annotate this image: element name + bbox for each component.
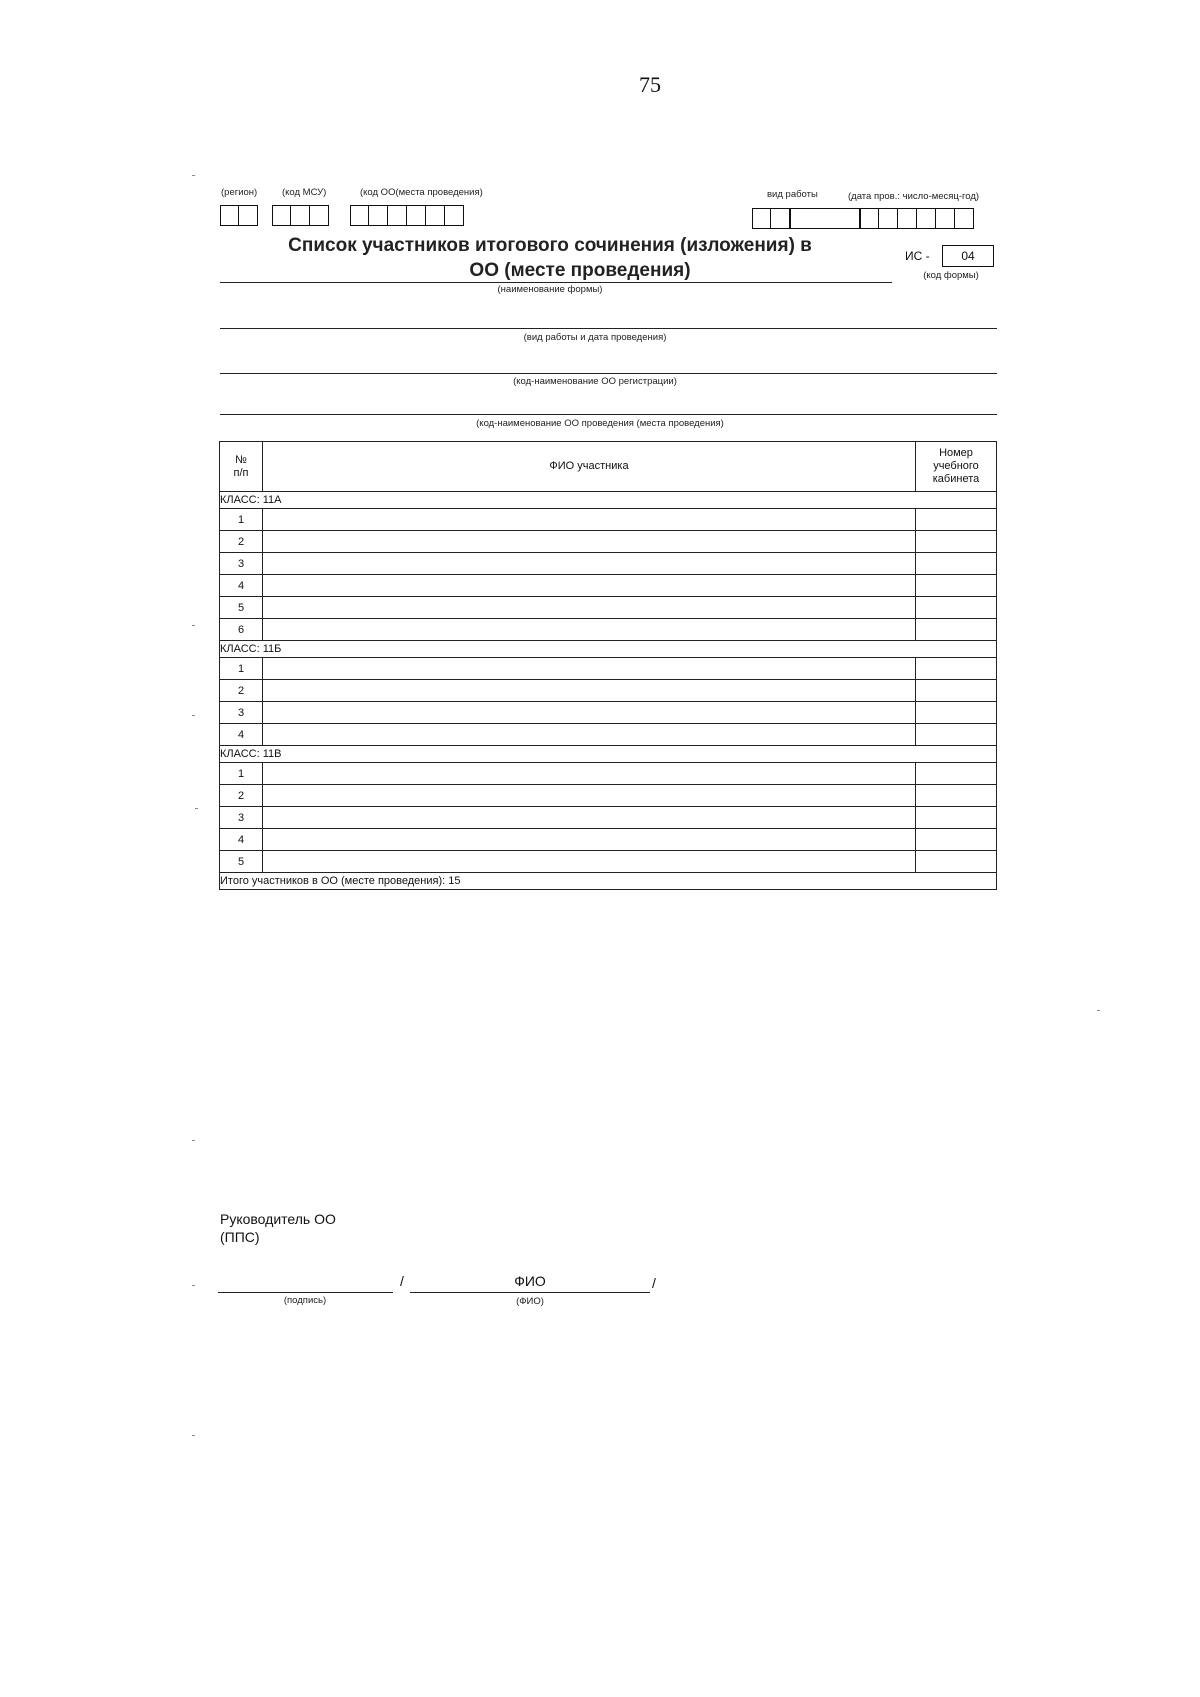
row-number: 3 <box>220 702 263 724</box>
room-number-cell[interactable] <box>916 658 997 680</box>
row-number: 2 <box>220 785 263 807</box>
room-number-cell[interactable] <box>916 851 997 873</box>
signer-role <box>220 1210 336 1246</box>
code-box[interactable] <box>860 208 879 229</box>
class-group-label: КЛАСС: 11В <box>220 746 997 763</box>
fio-caption: (ФИО) <box>516 1296 544 1307</box>
room-number-cell[interactable] <box>916 575 997 597</box>
row-number: 5 <box>220 851 263 873</box>
code-box[interactable] <box>879 208 898 229</box>
signer-role-line1: Руководитель ОО <box>220 1211 336 1227</box>
room-number-cell[interactable] <box>916 531 997 553</box>
signer-role-line2: (ППС) <box>220 1229 260 1245</box>
participant-name-cell[interactable] <box>263 829 916 851</box>
row-number: 1 <box>220 509 263 531</box>
row-number: 3 <box>220 807 263 829</box>
participant-name-cell[interactable] <box>263 509 916 531</box>
scan-speck <box>195 808 198 809</box>
work-type-wide-box[interactable] <box>790 208 860 229</box>
table-header-row <box>220 442 997 492</box>
code-box[interactable] <box>388 205 407 226</box>
oo-code-boxes[interactable] <box>350 205 464 226</box>
code-box[interactable] <box>272 205 291 226</box>
participant-name-cell[interactable] <box>263 851 916 873</box>
region-code-boxes[interactable] <box>220 205 258 226</box>
room-number-cell[interactable] <box>916 763 997 785</box>
signature-caption: (подпись) <box>283 1295 327 1306</box>
work-date-rule <box>220 328 997 329</box>
form-code-box: 04 <box>942 245 994 267</box>
fio-value: ФИО <box>514 1273 546 1289</box>
code-box[interactable] <box>291 205 310 226</box>
table-row <box>220 531 997 553</box>
row-number: 4 <box>220 829 263 851</box>
table-row <box>220 851 997 873</box>
row-number: 4 <box>220 575 263 597</box>
page-number: 75 <box>639 72 661 97</box>
table-body <box>220 492 997 873</box>
class-group-row <box>220 746 997 763</box>
class-group-label: КЛАСС: 11А <box>220 492 997 509</box>
room-number-cell[interactable] <box>916 785 997 807</box>
scan-speck <box>192 1140 195 1141</box>
code-box[interactable] <box>917 208 936 229</box>
participant-name-cell[interactable] <box>263 597 916 619</box>
table-row <box>220 785 997 807</box>
scan-speck <box>1097 1010 1100 1011</box>
registration-caption: (код-наименование ОО регистрации) <box>513 376 677 387</box>
scan-speck <box>192 1285 195 1286</box>
room-number-cell[interactable] <box>916 702 997 724</box>
row-number: 1 <box>220 763 263 785</box>
table-row <box>220 575 997 597</box>
participant-name-cell[interactable] <box>263 807 916 829</box>
code-box[interactable] <box>445 205 464 226</box>
scan-speck <box>192 625 195 626</box>
table-row <box>220 553 997 575</box>
venue-rule <box>220 414 997 415</box>
form-name-caption: (наименование формы) <box>497 284 603 295</box>
separator-slash: / <box>400 1273 404 1289</box>
participant-name-cell[interactable] <box>263 619 916 641</box>
work-type-caption: вид работы <box>767 189 818 200</box>
participant-name-cell[interactable] <box>263 763 916 785</box>
code-box[interactable] <box>898 208 917 229</box>
code-box[interactable] <box>220 205 239 226</box>
participant-name-cell[interactable] <box>263 680 916 702</box>
row-number: 2 <box>220 680 263 702</box>
table-row <box>220 658 997 680</box>
code-box[interactable] <box>752 208 771 229</box>
code-box[interactable] <box>310 205 329 226</box>
work-type-boxes[interactable] <box>752 208 790 229</box>
form-title-line1: Список участников итогового сочинения (изложения) в <box>288 235 812 256</box>
table-row <box>220 763 997 785</box>
msu-code-boxes[interactable] <box>272 205 329 226</box>
participant-name-cell[interactable] <box>263 702 916 724</box>
code-box[interactable] <box>407 205 426 226</box>
code-box[interactable] <box>936 208 955 229</box>
table-row <box>220 724 997 746</box>
row-number: 2 <box>220 531 263 553</box>
scan-speck <box>192 1435 195 1436</box>
work-date-caption: (вид работы и дата проведения) <box>523 332 667 343</box>
participant-name-cell[interactable] <box>263 531 916 553</box>
row-number: 5 <box>220 597 263 619</box>
code-box[interactable] <box>350 205 369 226</box>
msu-caption: (код МСУ) <box>282 187 327 198</box>
form-name-rule <box>220 282 892 283</box>
date-code-boxes[interactable] <box>860 208 974 229</box>
oo-caption: (код ОО(места проведения) <box>360 187 483 198</box>
room-number-cell[interactable] <box>916 724 997 746</box>
table-row <box>220 829 997 851</box>
participant-name-cell[interactable] <box>263 658 916 680</box>
scan-speck <box>192 175 195 176</box>
code-box[interactable] <box>369 205 388 226</box>
form-title-line2: ОО (месте проведения) <box>469 260 691 281</box>
signature-line[interactable] <box>218 1292 393 1293</box>
fio-line[interactable] <box>410 1292 650 1293</box>
row-number: 4 <box>220 724 263 746</box>
participants-table <box>219 441 997 890</box>
room-number-cell[interactable] <box>916 807 997 829</box>
total-label: Итого участников в ОО (месте проведения): 15 <box>220 873 997 890</box>
room-number-cell[interactable] <box>916 829 997 851</box>
scan-speck <box>192 715 195 716</box>
class-group-label: КЛАСС: 11Б <box>220 641 997 658</box>
form-code-prefix: ИС - <box>905 249 930 263</box>
region-caption: (регион) <box>221 187 258 198</box>
total-row <box>220 873 997 890</box>
participant-name-cell[interactable] <box>263 724 916 746</box>
code-box[interactable] <box>771 208 790 229</box>
code-box[interactable] <box>955 208 974 229</box>
date-caption: (дата пров.: число-месяц-год) <box>848 191 980 202</box>
registration-rule <box>220 373 997 374</box>
code-box[interactable] <box>426 205 445 226</box>
row-number: 1 <box>220 658 263 680</box>
class-group-row <box>220 492 997 509</box>
form-code-caption: (код формы) <box>923 270 979 281</box>
room-number-cell[interactable] <box>916 680 997 702</box>
table-row <box>220 807 997 829</box>
participant-name-cell[interactable] <box>263 575 916 597</box>
code-box[interactable] <box>790 208 860 229</box>
table-row <box>220 509 997 531</box>
room-number-cell[interactable] <box>916 597 997 619</box>
table-row <box>220 619 997 641</box>
room-number-cell[interactable] <box>916 619 997 641</box>
separator-slash-end: / <box>652 1275 656 1291</box>
row-number: 6 <box>220 619 263 641</box>
participant-name-cell[interactable] <box>263 785 916 807</box>
room-number-cell[interactable] <box>916 553 997 575</box>
table-row <box>220 680 997 702</box>
col-num-header: № п/п <box>220 442 263 492</box>
row-number: 3 <box>220 553 263 575</box>
table-row <box>220 597 997 619</box>
room-number-cell[interactable] <box>916 509 997 531</box>
code-box[interactable] <box>239 205 258 226</box>
col-room-header: Номер учебного кабинета <box>916 442 997 492</box>
col-name-header: ФИО участника <box>263 442 916 492</box>
venue-caption: (код-наименование ОО проведения (места проведения) <box>476 418 724 429</box>
class-group-row <box>220 641 997 658</box>
table-row <box>220 702 997 724</box>
participant-name-cell[interactable] <box>263 553 916 575</box>
